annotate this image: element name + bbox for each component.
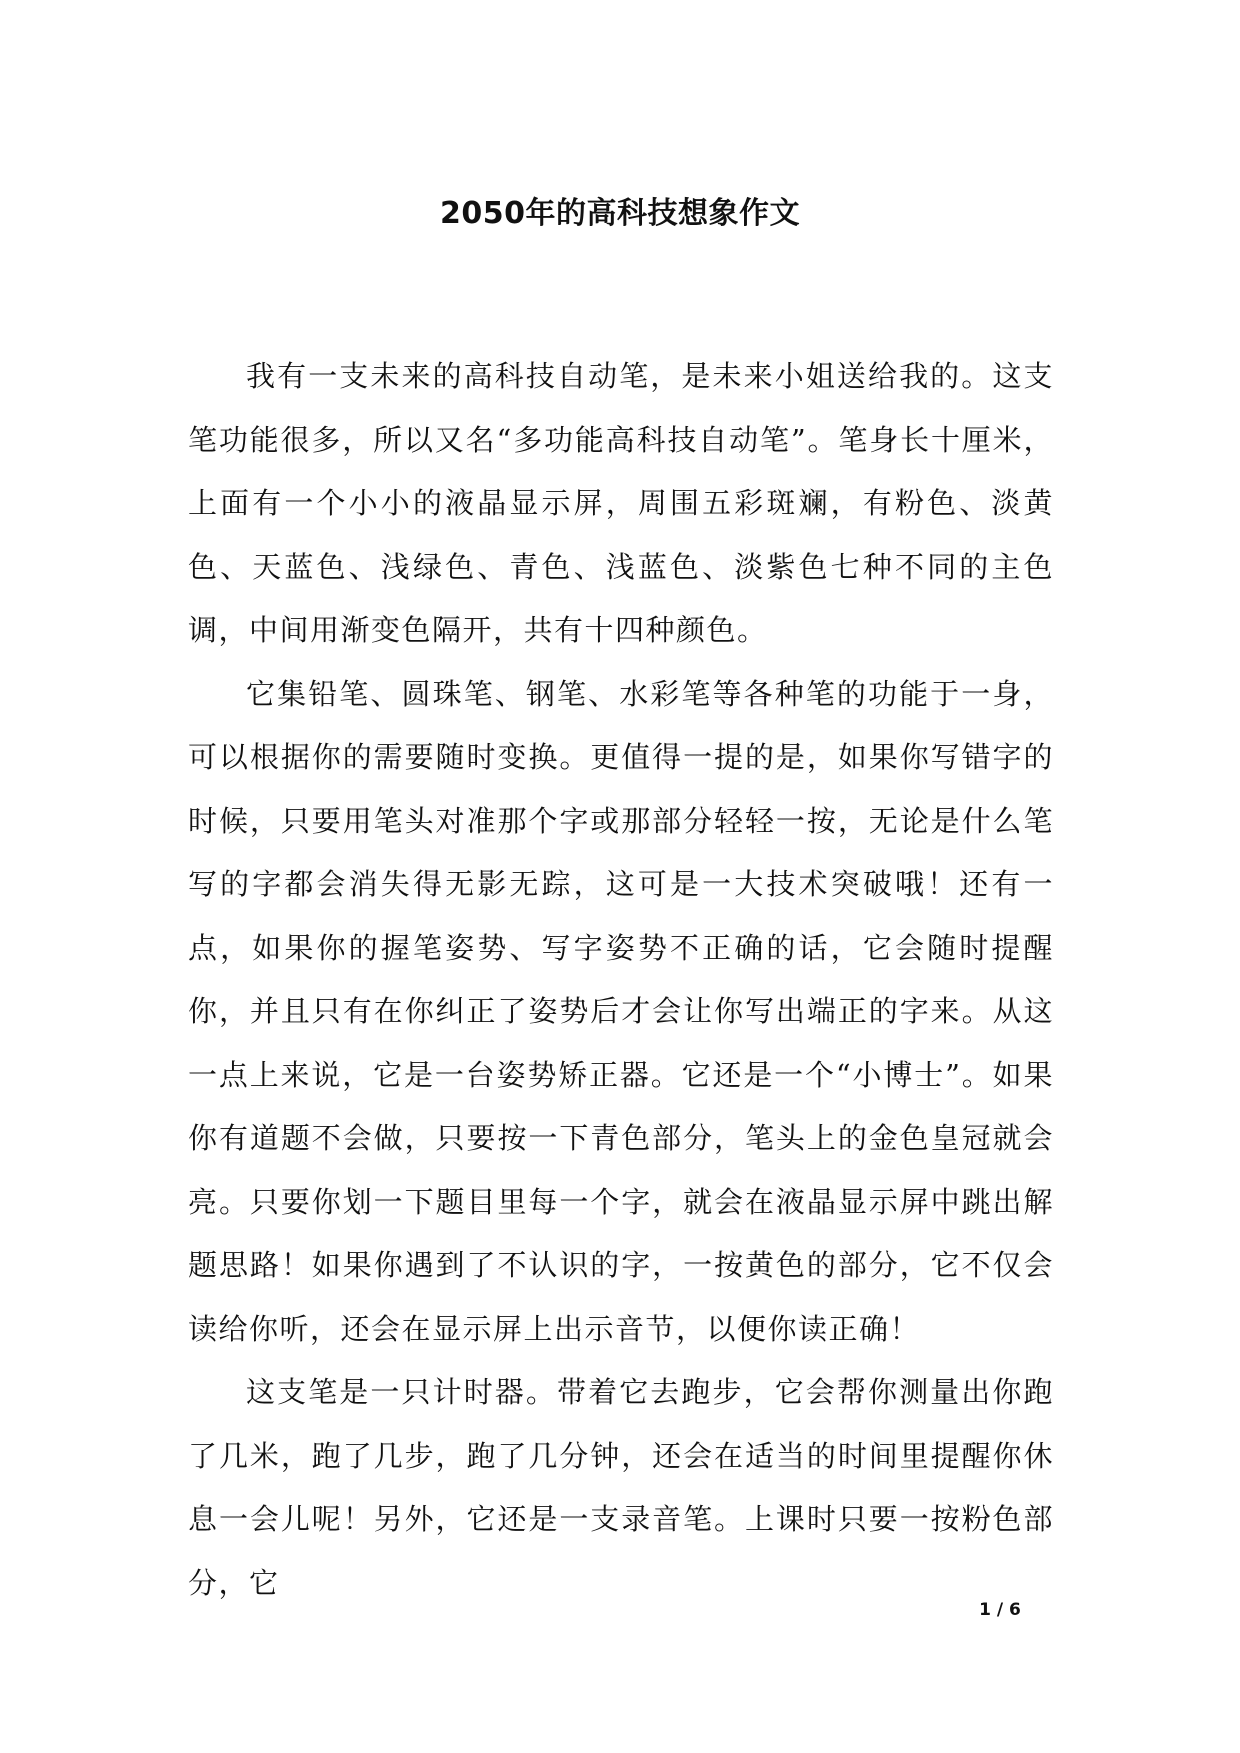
document-title: 2050年的高科技想象作文 (440, 196, 800, 231)
paragraph-2: 它集铅笔、圆珠笔、钢笔、水彩笔等各种笔的功能于一身，可以根据你的需要随时变换。更值得一提的是，如果你写错字的时候，只要用笔头对准那个字或那部分轻轻一按，无论是什么笔写的字都会消失得无影无踪，这可是一大技术突破哦！还有一点，如果你的握笔姿势、写字姿势不正确的话，它会随时提醒你，并且只有在你纠正了姿势后才会让你写出端正的字来。从这一点上来说，它是一台姿势矫正器。它还是一个“小博士”。如果你有道题不会做，只要按一下青色部分，笔头上的金色皇冠就会亮。只要你划一下题目里每一个字，就会在液晶显示屏中跳出解题思路！如果你遇到了不认识的字，一按黄色的部分，它不仅会读给你听，还会在显示屏上出示音节，以便你读正确！ (188, 676, 1054, 1346)
page-number: 1 / 6 (979, 1600, 1021, 1620)
paragraph-3: 这支笔是一只计时器。带着它去跑步，它会帮你测量出你跑了几米，跑了几步，跑了几分钟，还会在适当的时间里提醒你休息一会儿呢！另外，它还是一支录音笔。上课时只要一按粉色部分，它 (188, 1375, 1054, 1600)
paragraph-1: 我有一支未来的高科技自动笔，是未来小姐送给我的。这支笔功能很多，所以又名“多功能高科技自动笔”。笔身长十厘米，上面有一个小小的液晶显示屏，周围五彩斑斓，有粉色、淡黄色、天蓝色、浅绿色、青色、浅蓝色、淡紫色七种不同的主色调，中间用渐变色隔开，共有十四种颜色。 (188, 359, 1054, 647)
document-body (188, 345, 1054, 1615)
